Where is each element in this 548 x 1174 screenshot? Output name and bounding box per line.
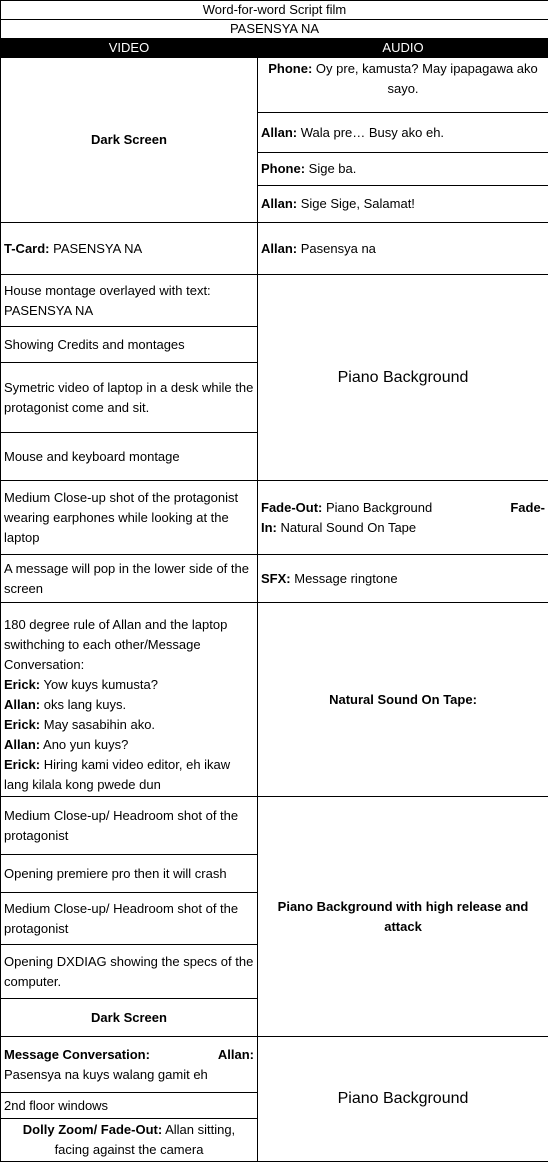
video-cell-dark-screen-2: Dark Screen — [1, 999, 258, 1037]
speaker-label: Erick: — [4, 677, 41, 692]
video-cell-headroom-2: Medium Close-up/ Headroom shot of the protagonist — [1, 893, 258, 945]
audio-cell-piano-high-release: Piano Background with high release and attack — [258, 797, 548, 1037]
speaker-label: Allan: — [217, 1046, 254, 1062]
speaker-label: Allan: — [261, 240, 298, 256]
video-cell-premiere-crash: Opening premiere pro then it will crash — [1, 855, 258, 893]
message-text: oks lang kuys. — [40, 697, 127, 712]
sfx-label: SFX: — [261, 570, 291, 586]
final-message-line-1 — [4, 1045, 254, 1065]
sfx-text: Message ringtone — [290, 570, 398, 586]
video-cell-dxdiag: Opening DXDIAG showing the specs of the computer. — [1, 945, 258, 999]
video-cell-2nd-floor: 2nd floor windows — [1, 1093, 258, 1119]
message-text: May sasabihin ako. — [40, 717, 156, 732]
message-text: Yow kuys kumusta? — [40, 677, 158, 692]
video-cell-dark-screen: Dark Screen — [1, 58, 258, 223]
conversation-line — [4, 715, 254, 735]
audio-cell-allan-2 — [258, 186, 548, 223]
fade-in-label: In: — [261, 519, 277, 535]
speaker-label: Erick: — [4, 757, 41, 772]
fade-out-group — [261, 498, 432, 518]
video-cell-mouse-keyboard: Mouse and keyboard montage — [1, 433, 258, 481]
final-message-label: Message Conversation: — [4, 1046, 150, 1062]
conversation-line — [4, 695, 254, 715]
dialogue-text: Wala pre… Busy ako eh. — [297, 124, 445, 140]
conversation-line — [4, 675, 254, 695]
message-text: Ano yun kuys? — [40, 737, 129, 752]
dialogue-text: Oy pre, kamusta? May ipapagawa ako sayo. — [312, 61, 538, 96]
fade-out-label: Fade-Out: — [261, 499, 323, 515]
speaker-label: Phone: — [261, 161, 306, 176]
dolly-label: Dolly Zoom/ Fade-Out: — [22, 1122, 163, 1137]
speaker-label: Phone: — [268, 61, 313, 76]
audio-cell-phone-1 — [258, 58, 548, 113]
conversation-intro: 180 degree rule of Allan and the laptop swithching to each other/Message Conversation: — [4, 617, 228, 672]
tcard-label: T-Card: — [4, 240, 50, 256]
doc-subtitle: PASENSYA NA — [1, 20, 548, 39]
audio-cell-allan-1 — [258, 113, 548, 153]
video-cell-dolly-zoom — [1, 1119, 258, 1162]
video-cell-closeup: Medium Close-up shot of the protagonist wearing earphones while looking at the laptop — [1, 481, 258, 555]
fade-in-text: Natural Sound On Tape — [276, 519, 417, 535]
dolly-text: Allan sitting, facing against the camera — [54, 1122, 236, 1157]
speaker-label: Allan: — [4, 737, 41, 752]
video-cell-tcard — [1, 223, 258, 275]
dialogue-text: Sige Sige, Salamat! — [297, 196, 415, 211]
video-cell-popup: A message will pop in the lower side of the screen — [1, 555, 258, 603]
fade-out-text: Piano Background — [322, 499, 433, 515]
speaker-label: Erick: — [4, 717, 41, 732]
video-cell-credits: Showing Credits and montages — [1, 327, 258, 363]
video-cell-headroom-1: Medium Close-up/ Headroom shot of the protagonist — [1, 797, 258, 855]
conversation-line — [4, 755, 254, 795]
video-cell-conversation — [1, 603, 258, 797]
speaker-label: Allan: — [261, 124, 298, 140]
fade-line-1 — [261, 498, 545, 518]
col-header-audio: AUDIO — [258, 39, 548, 58]
audio-cell-piano-bg-1: Piano Background — [258, 275, 548, 481]
audio-cell-phone-2 — [258, 153, 548, 186]
video-cell-laptop-desk: Symetric video of laptop in a desk while the protagonist come and sit. — [1, 363, 258, 433]
conversation-line — [4, 735, 254, 755]
audio-cell-fade — [258, 481, 548, 555]
doc-title: Word-for-word Script film — [1, 1, 548, 20]
message-text: Hiring kami video editor, eh ikaw lang kilala kong pwede dun — [4, 757, 231, 792]
audio-cell-piano-bg-2: Piano Background — [258, 1037, 548, 1162]
video-cell-final-message — [1, 1037, 258, 1093]
tcard-text: PASENSYA NA — [49, 240, 143, 256]
dialogue-text: Sige ba. — [305, 161, 357, 176]
audio-cell-sfx — [258, 555, 548, 603]
final-message-text: Pasensya na kuys walang gamit eh — [4, 1066, 208, 1082]
video-cell-house-montage: House montage overlayed with text: PASENSYA NA — [1, 275, 258, 327]
audio-cell-nat-sound: Natural Sound On Tape: — [258, 603, 548, 797]
audio-cell-tcard — [258, 223, 548, 275]
speaker-label: Allan: — [261, 196, 298, 211]
col-header-video: VIDEO — [1, 39, 258, 58]
dialogue-text: Pasensya na — [297, 240, 376, 256]
speaker-label: Allan: — [4, 697, 41, 712]
fade-in-label-part: Fade- — [510, 499, 546, 515]
fade-line-2 — [261, 518, 545, 538]
